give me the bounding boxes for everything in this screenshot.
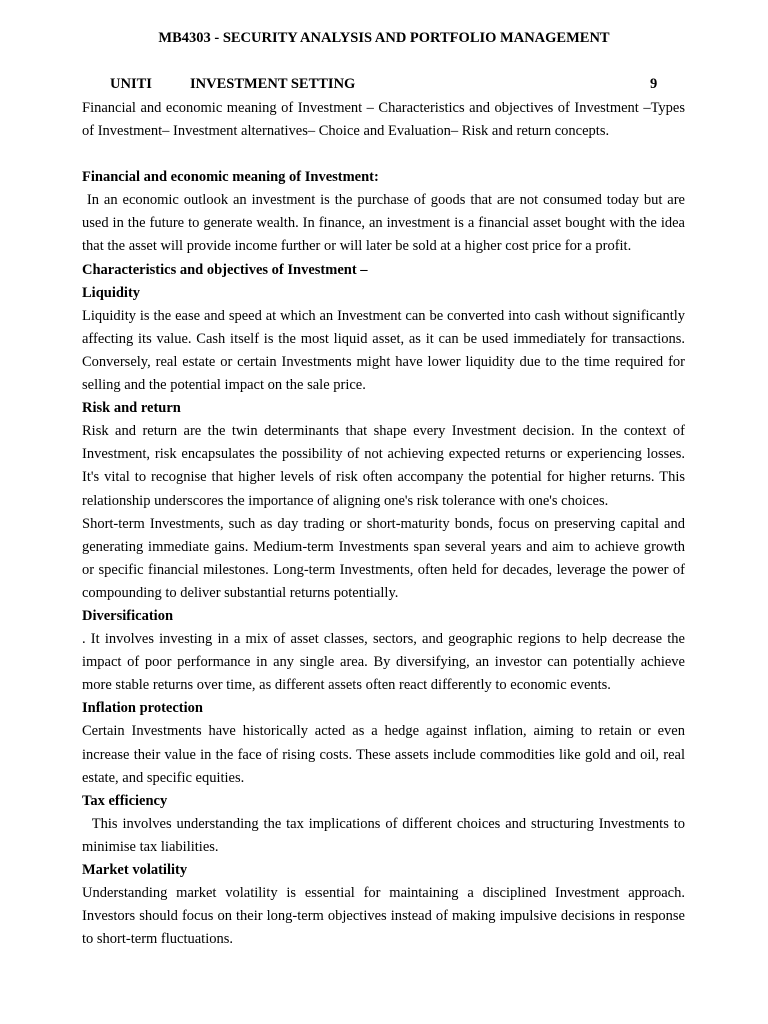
heading-characteristics: Characteristics and objectives of Investment – <box>82 261 368 278</box>
paragraph-inflation: Certain Investments have historically acted as a hedge against inflation, aiming to retain or even increase their value in the face of rising costs. These assets include commodities like gold and oil, real estate, and specific equities. <box>82 723 685 786</box>
heading-volatility: Market volatility <box>82 862 188 878</box>
paragraph-diversification: . It involves investing in a mix of asset classes, sectors, and geographic regions to help decrease the impact of poor performance in any single area. By diversifying, an investor can potentially achieve more stable returns over time, as different assets often react differently to economic events. <box>82 631 685 694</box>
spacer <box>82 143 685 166</box>
unit-name: INVESTMENT SETTING <box>190 76 356 92</box>
paragraph-volatility: Understanding market volatility is essential for maintaining a disciplined Investment approach. Investors should focus on their long-term objectives instead of making impulsive decisions in response to short-term fluctuations. <box>82 885 685 948</box>
unit-header <box>82 76 685 96</box>
document-body <box>82 97 689 951</box>
heading-risk-return: Risk and return <box>82 400 181 417</box>
paragraph-tax: This involves understanding the tax implications of different choices and structuring Investments to minimise tax liabilities. <box>82 815 689 855</box>
course-title: MB4303 - SECURITY ANALYSIS AND PORTFOLIO MANAGEMENT <box>158 30 610 46</box>
heading-liquidity: Liquidity <box>82 284 141 301</box>
paragraph-liquidity: Liquidity is the ease and speed at which an Investment can be converted into cash without significantly affecting its value. Cash itself is the most liquid asset, as it can be used immediately for transactions. Conversely, real estate or certain Investments might have lower liquidity due to the time required for selling and the potential impact on the sale price. <box>82 307 685 394</box>
heading-meaning: Financial and economic meaning of Investment: <box>82 169 379 186</box>
paragraph-risk-return-1: Risk and return are the twin determinants that shape every Investment decision. In the context of Investment, risk encapsulates the possibility of not achieving expected returns or experiencing losses. It's vital to recognise that higher levels of risk often accompany the potential for higher returns. This relationship underscores the importance of aligning one's risk tolerance with one's choices. <box>82 423 685 509</box>
syllabus-paragraph: Financial and economic meaning of Investment – Characteristics and objectives of Investment –Types of Investment– Investment alternatives– Choice and Evaluation– Risk and return concepts. <box>82 100 685 140</box>
heading-tax: Tax efficiency <box>82 792 168 809</box>
heading-diversification: Diversification <box>82 607 174 624</box>
paragraph-risk-return-2: Short-term Investments, such as day trading or short-maturity bonds, focus on preserving capital and generating immediate gains. Medium-term Investments span several years and aim to achieve growth or specific financial milestones. Long-term Investments, often held for decades, leverage the power of compounding to deliver substantial returns potentially. <box>82 515 685 601</box>
unit-number: UNITI <box>110 76 152 92</box>
paragraph-meaning: In an economic outlook an investment is the purchase of goods that are not consumed today but are used in the future to generate wealth. In finance, an investment is a financial asset bought with the idea that the asset will provide income further or will later be sold at a higher cost price for a profit. <box>82 192 689 255</box>
unit-hours: 9 <box>650 76 658 92</box>
heading-inflation: Inflation protection <box>82 700 203 717</box>
